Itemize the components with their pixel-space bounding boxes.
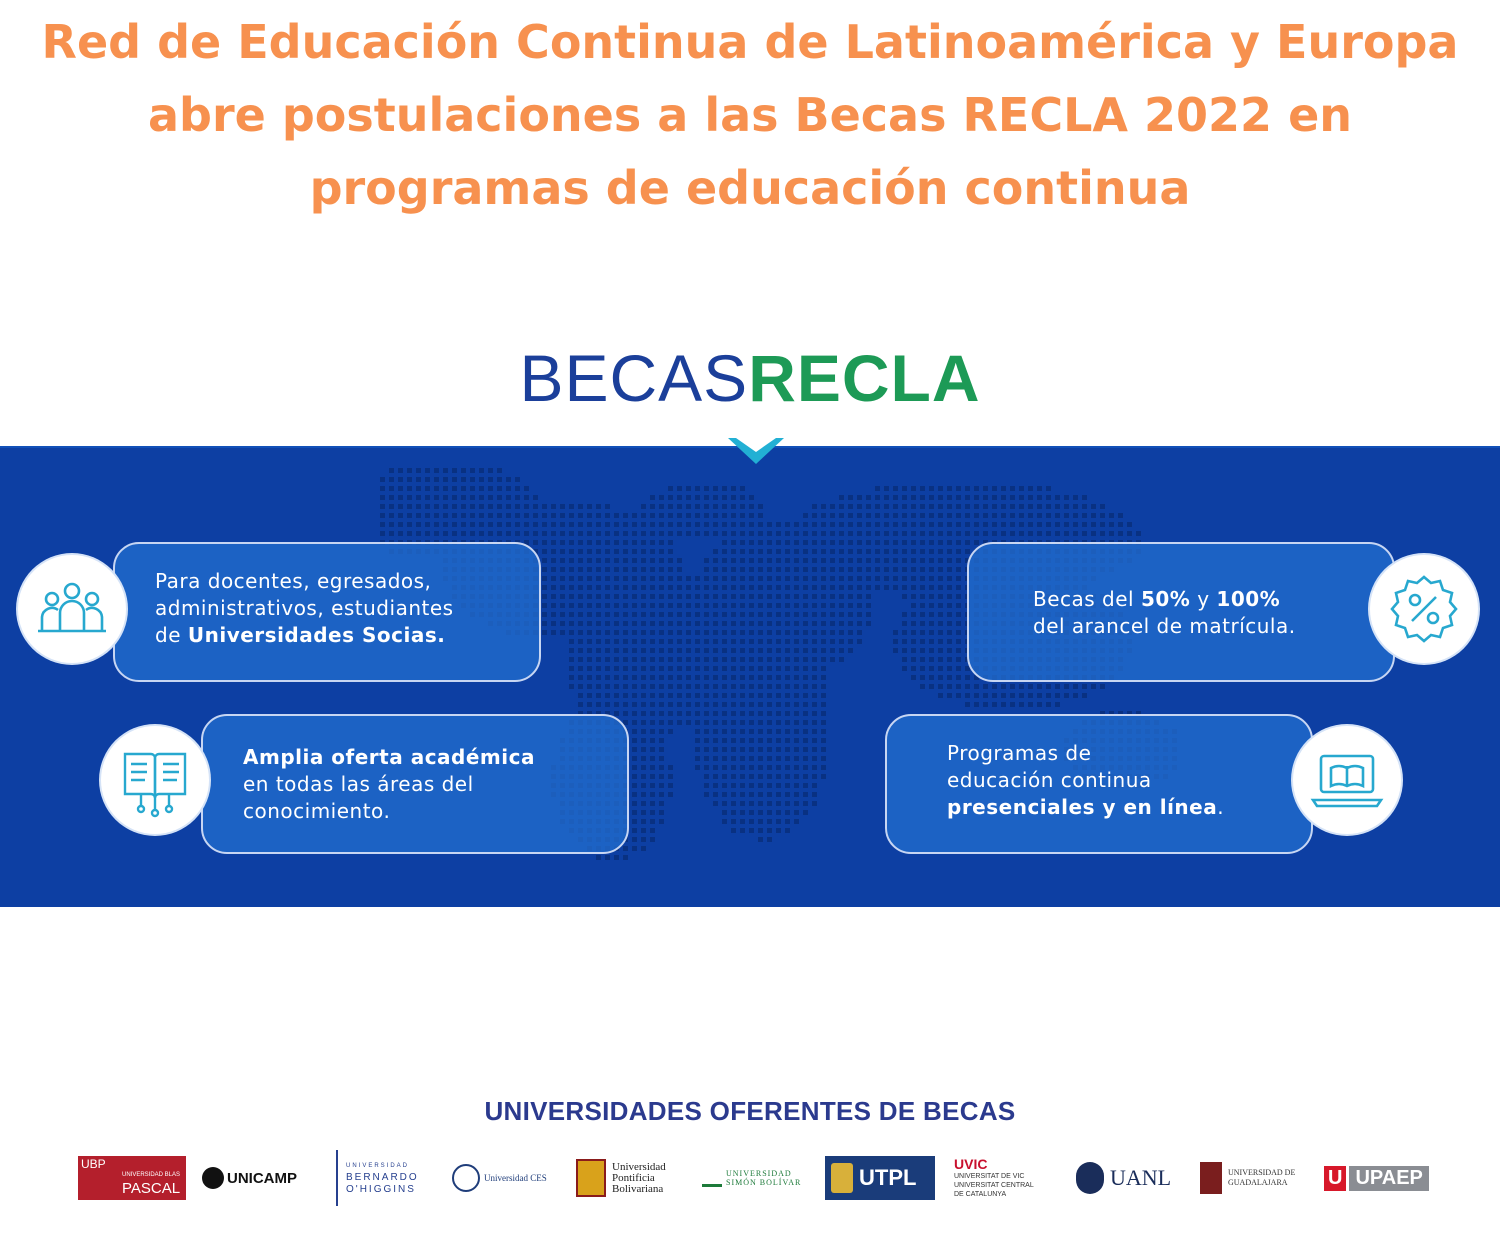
pct-100: 100% xyxy=(1216,587,1281,611)
card-audience-line-3b: Universidades Socias. xyxy=(187,623,446,647)
unicamp-name: UNICAMP xyxy=(227,1169,297,1187)
upb-shield-icon xyxy=(576,1159,606,1197)
card-offer-line-1 xyxy=(243,744,535,771)
logo-unicamp xyxy=(202,1150,314,1206)
card-offer xyxy=(201,714,629,854)
pct-50: 50% xyxy=(1140,587,1191,611)
logo-utpl xyxy=(825,1150,937,1206)
card-percentage-line-1 xyxy=(1033,586,1296,613)
card-percentage-line-2: del arancel de matrícula. xyxy=(1033,614,1296,638)
ubo-small: UNIVERSIDAD xyxy=(346,1163,410,1169)
ces-seal-icon xyxy=(452,1164,480,1192)
udg-line-1: UNIVERSIDAD DE xyxy=(1228,1168,1296,1177)
card-programs-line-2: educación continua xyxy=(947,768,1152,792)
ubo-line-1: BERNARDO xyxy=(346,1172,419,1183)
udg-line-2: GUADALAJARA xyxy=(1228,1178,1288,1187)
logo-uanl xyxy=(1076,1150,1184,1206)
card-offer-bold: Amplia oferta académica xyxy=(243,745,535,769)
upb-line-1: Universidad xyxy=(612,1160,666,1173)
laptop-circle xyxy=(1293,726,1401,834)
logo-upaep xyxy=(1324,1150,1434,1206)
usb-mark-icon xyxy=(702,1170,722,1187)
ubo-line-2: O'HIGGINS xyxy=(346,1184,416,1195)
logo-ubo xyxy=(336,1150,442,1206)
card-programs-line-1: Programas de xyxy=(947,741,1092,765)
book-circle xyxy=(101,726,209,834)
utpl-crest-icon xyxy=(831,1163,853,1193)
card-programs xyxy=(885,714,1313,854)
upb-line-2: Pontificia xyxy=(612,1171,655,1184)
usb-text xyxy=(726,1169,801,1187)
upaep-name: UPAEP xyxy=(1349,1166,1428,1191)
university-logos xyxy=(78,1150,1438,1210)
usb-line-2: SIMÓN BOLÍVAR xyxy=(726,1178,802,1187)
upaep-u: U xyxy=(1324,1166,1346,1191)
udg-crest-icon xyxy=(1200,1162,1222,1194)
ubp-small: UNIVERSIDAD BLAS xyxy=(122,1172,181,1178)
pct-text-c: y xyxy=(1190,587,1217,611)
pointer-triangle-inner xyxy=(736,438,776,452)
headline xyxy=(0,6,1500,225)
upb-text xyxy=(612,1162,666,1195)
usb-line-1: UNIVERSIDAD xyxy=(726,1169,792,1178)
headline-line-2: abre postulaciones a las Becas RECLA 2022 en xyxy=(147,88,1353,142)
becas-recla-logo xyxy=(0,340,1500,416)
info-band xyxy=(0,448,1500,907)
ces-name: Universidad CES xyxy=(484,1173,547,1183)
uvic-line-3: DE CATALUNYA xyxy=(954,1191,1007,1198)
card-programs-dot: . xyxy=(1217,795,1225,819)
unicamp-icon xyxy=(202,1167,224,1189)
logo-recla: RECLA xyxy=(748,341,981,415)
utpl-name: UTPL xyxy=(859,1165,917,1190)
headline-line-3: programas de educación continua xyxy=(309,161,1191,215)
card-programs-line-3 xyxy=(947,794,1224,821)
uvic-line-2: UNIVERSITAT CENTRAL xyxy=(954,1182,1034,1189)
card-audience-line-3 xyxy=(155,622,454,649)
laptop-book-icon xyxy=(1307,740,1387,820)
upb-line-3: Bolivariana xyxy=(612,1182,664,1195)
card-audience-line-3a: de xyxy=(155,623,188,647)
uanl-name: UANL xyxy=(1110,1165,1172,1190)
uvic-name: UVIC xyxy=(954,1156,988,1172)
logo-ces xyxy=(452,1150,562,1206)
logo-uvic xyxy=(954,1150,1066,1206)
logo-upb xyxy=(576,1150,688,1206)
percent-circle xyxy=(1370,555,1478,663)
universities-title: UNIVERSIDADES OFERENTES DE BECAS xyxy=(484,1096,1016,1126)
uvic-line-1: UNIVERSITAT DE VIC xyxy=(954,1173,1025,1180)
headline-line-1: Red de Educación Continua de Latinoamérica y Europa xyxy=(41,15,1459,69)
card-audience-line-1: Para docentes, egresados, xyxy=(155,569,432,593)
card-audience xyxy=(113,542,541,682)
udg-text xyxy=(1228,1168,1295,1188)
digital-book-icon xyxy=(115,740,195,820)
pct-text-a: Becas del xyxy=(1033,587,1141,611)
ubp-abbr: UBP xyxy=(81,1157,106,1171)
people-circle xyxy=(18,555,126,663)
card-programs-bold: presenciales y en línea xyxy=(947,795,1218,819)
logo-becas: BECAS xyxy=(519,341,749,415)
percent-badge-icon xyxy=(1384,569,1464,649)
ubp-name: PASCAL xyxy=(122,1180,181,1197)
card-percentage xyxy=(967,542,1395,682)
logo-usb xyxy=(702,1150,814,1206)
card-offer-line-2: en todas las áreas del xyxy=(243,772,474,796)
card-offer-line-3: conocimiento. xyxy=(243,799,391,823)
uanl-seal-icon xyxy=(1076,1162,1104,1194)
card-audience-line-2: administrativos, estudiantes xyxy=(155,596,454,620)
logo-ubp xyxy=(78,1150,188,1206)
people-icon xyxy=(32,569,112,649)
logo-udg xyxy=(1200,1150,1312,1206)
